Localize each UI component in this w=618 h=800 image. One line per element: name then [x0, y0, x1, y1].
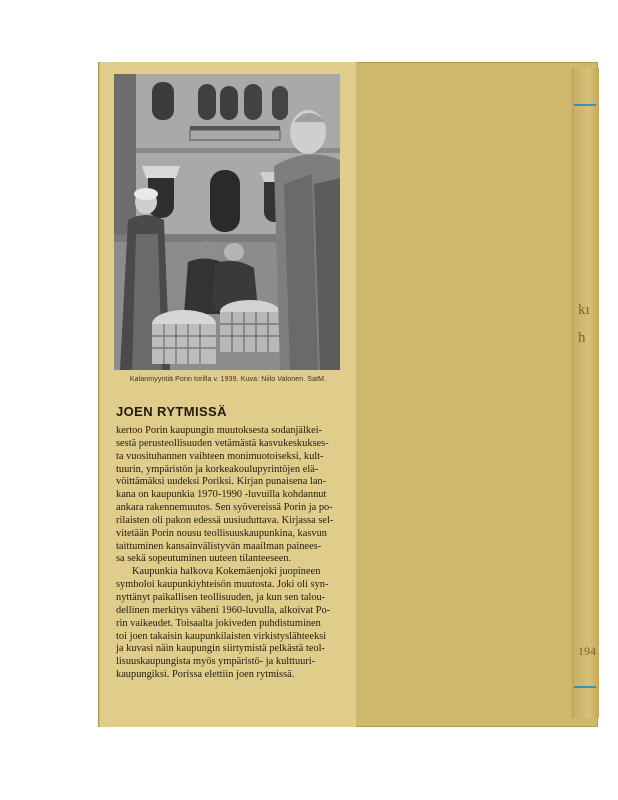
- blurb-line: nyttänyt paikallisen teollisuuden, ja kun sen talou-: [116, 591, 326, 603]
- spine-text-fragment: kı: [578, 302, 590, 318]
- blurb-line: vöittämäksi uudeksi Poriksi. Kirjan punaisena lan-: [116, 476, 327, 488]
- blurb-line: rilaisten oli pakon edessä uusiuduttava. Kirjassa sel-: [116, 514, 334, 526]
- spine-text-fragment: h: [578, 330, 586, 346]
- blurb-line: ankara rakennemuutos. Sen syövereissä Porin ja po-: [116, 502, 333, 514]
- blurb-line: kana on kaupunkia 1970-1990 -luvuilla kohdannut: [116, 489, 327, 501]
- photo-caption: Kalanmyyntiä Porin torilla v. 1939. Kuva: Niilo Valonen. SatM.: [129, 376, 327, 383]
- blurb-line: dellinen merkitys väheni 1960-luvulla, alkoivat Po-: [116, 604, 331, 616]
- blurb-line: taittuminen kansainvälistyvän maailman painees-: [116, 540, 322, 552]
- book-title-heading: JOEN RYTMISSÄ: [116, 404, 227, 419]
- blurb-line: vitetään Porin nousu teollisuuskaupunkina, kasvun: [116, 527, 327, 539]
- spine-text-fragment: 194: [578, 644, 596, 658]
- blurb-line: kertoo Porin kaupungin muutoksesta sodanjälkei-: [116, 425, 323, 436]
- blurb-line: ja kuvasi näin kaupungin siirtymistä pelkästä teol-: [116, 643, 325, 655]
- blurb-text: [116, 425, 354, 682]
- blurb-line: sestä perusteollisuuden vetämästä kasvukeskukses-: [116, 437, 329, 449]
- blurb-line: Kaupunkia halkova Kokemäenjoki juopineen: [132, 566, 321, 578]
- blurb-line: toi joen takaisin kaupunkilaisten virkistyslähteeksi: [116, 630, 327, 642]
- blurb-line: kaupungiksi. Porissa elettiin joen rytmissä.: [116, 669, 295, 681]
- spine-accent-line: [574, 104, 596, 106]
- blurb-line: sa sekä sopeutuminen uuteen tilanteeseen.: [116, 553, 292, 565]
- spine-accent-line: [574, 686, 596, 688]
- book-spine: [572, 68, 599, 718]
- blurb-line: tuurin, ympäristön ja korkeakoulupyrintöjen elä-: [116, 463, 319, 475]
- blurb-line: lisuuskaupungista myös ympäristö- ja kulttuuri-: [116, 656, 316, 668]
- blurb-line: ta vuosituhannen vaihteen monimuotoiseksi, kult-: [116, 450, 324, 462]
- blurb-line: rin vaikeudet. Toisaalta jokiveden puhdistuminen: [116, 617, 321, 629]
- market-photo: [114, 74, 340, 370]
- blurb-line: symboloi kaupunkiyhteisön muutosta. Joki oli syn-: [116, 579, 329, 591]
